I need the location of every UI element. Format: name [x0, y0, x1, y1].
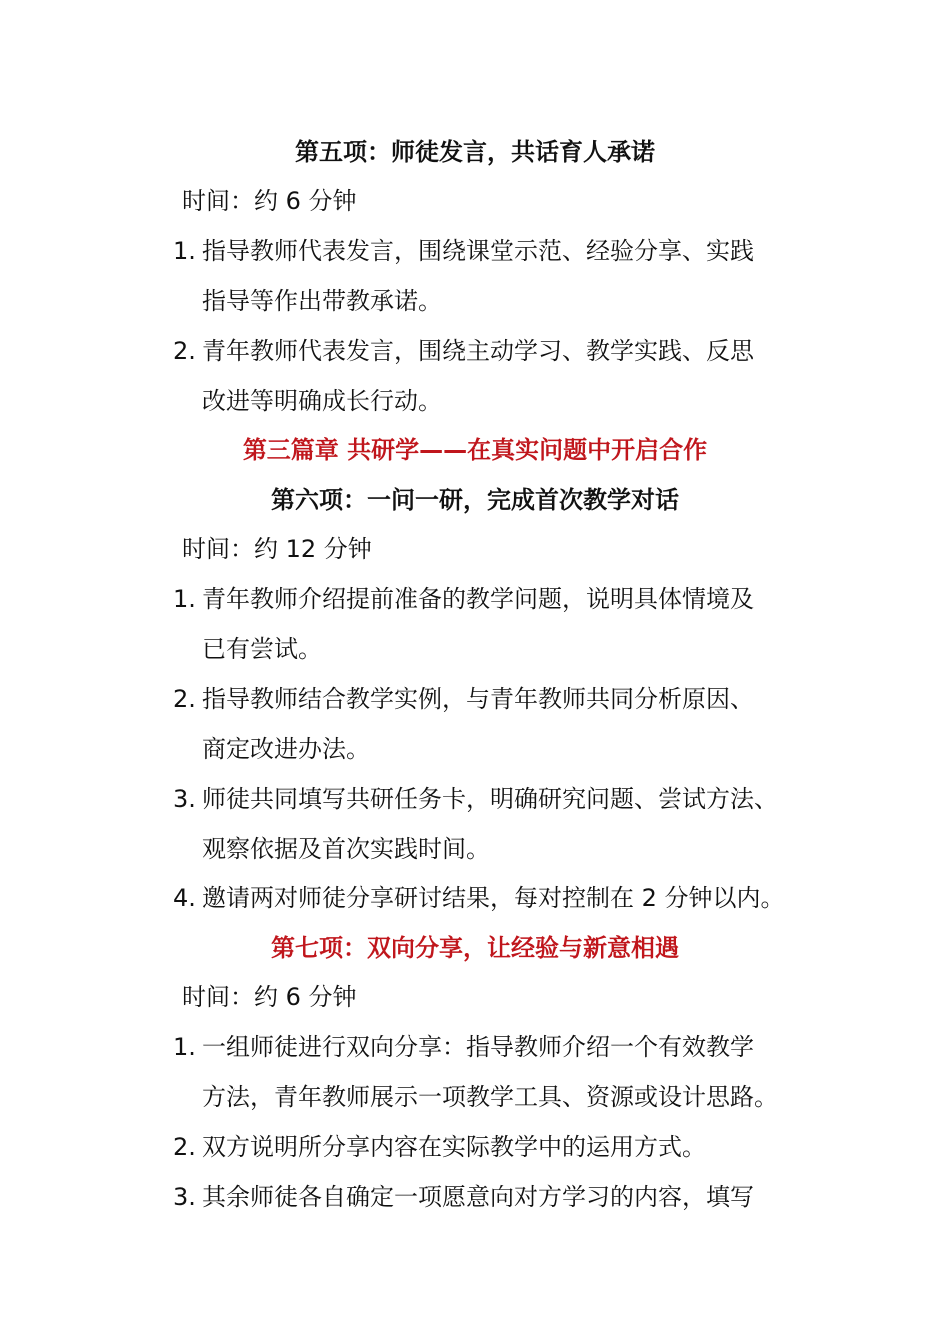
item-text: 双方说明所分享内容在实际教学中的运用方式。 [202, 1133, 706, 1161]
item-text: 指导教师结合教学实例，与青年教师共同分析原因、 [202, 685, 754, 713]
item-number: 2. [173, 685, 196, 713]
item-text-continued: 改进等明确成长行动。 [202, 387, 442, 415]
item-number: 1. [173, 1033, 196, 1061]
section-7-item-1 [173, 1030, 823, 1130]
section-7-heading: 第七项：双向分享，让经验与新意相遇 [271, 934, 679, 962]
item-number: 2. [173, 337, 196, 365]
item-number: 2. [173, 1133, 196, 1161]
section-6-heading: 第六项：一问一研，完成首次教学对话 [271, 486, 679, 514]
section-5-item-2 [173, 334, 823, 434]
section-7-time: 时间：约 6 分钟 [182, 983, 357, 1011]
item-text: 指导教师代表发言，围绕课堂示范、经验分享、实践 [202, 237, 754, 265]
item-number: 1. [173, 237, 196, 265]
chapter-3-heading: 第三篇章 共研学——在真实问题中开启合作 [242, 436, 708, 464]
section-6-item-1 [173, 582, 823, 682]
item-text-continued: 商定改进办法。 [202, 735, 370, 763]
item-text: 师徒共同填写共研任务卡，明确研究问题、尝试方法、 [202, 785, 778, 813]
section-7-item-3 [173, 1180, 823, 1230]
item-text: 青年教师介绍提前准备的教学问题，说明具体情境及 [202, 585, 754, 613]
item-text: 邀请两对师徒分享研讨结果，每对控制在 2 分钟以内。 [202, 884, 785, 912]
item-number: 1. [173, 585, 196, 613]
item-number: 3. [173, 785, 196, 813]
section-7-item-2 [173, 1130, 823, 1180]
item-text: 一组师徒进行双向分享：指导教师介绍一个有效教学 [202, 1033, 754, 1061]
item-text: 青年教师代表发言，围绕主动学习、教学实践、反思 [202, 337, 754, 365]
section-5-heading: 第五项：师徒发言，共话育人承诺 [295, 138, 655, 166]
section-6-item-3 [173, 782, 823, 882]
item-number: 4. [173, 884, 196, 912]
item-text-continued: 观察依据及首次实践时间。 [202, 835, 490, 863]
item-text-continued: 已有尝试。 [202, 635, 322, 663]
item-number: 3. [173, 1183, 196, 1211]
item-text-continued: 方法，青年教师展示一项教学工具、资源或设计思路。 [202, 1083, 778, 1111]
section-6-item-4 [173, 881, 823, 931]
item-text-continued: 指导等作出带教承诺。 [202, 287, 442, 315]
section-6-time: 时间：约 12 分钟 [182, 535, 372, 563]
section-6-item-2 [173, 682, 823, 782]
section-5-time: 时间：约 6 分钟 [182, 187, 357, 215]
item-text: 其余师徒各自确定一项愿意向对方学习的内容，填写 [202, 1183, 754, 1211]
section-5-item-1 [173, 234, 823, 334]
